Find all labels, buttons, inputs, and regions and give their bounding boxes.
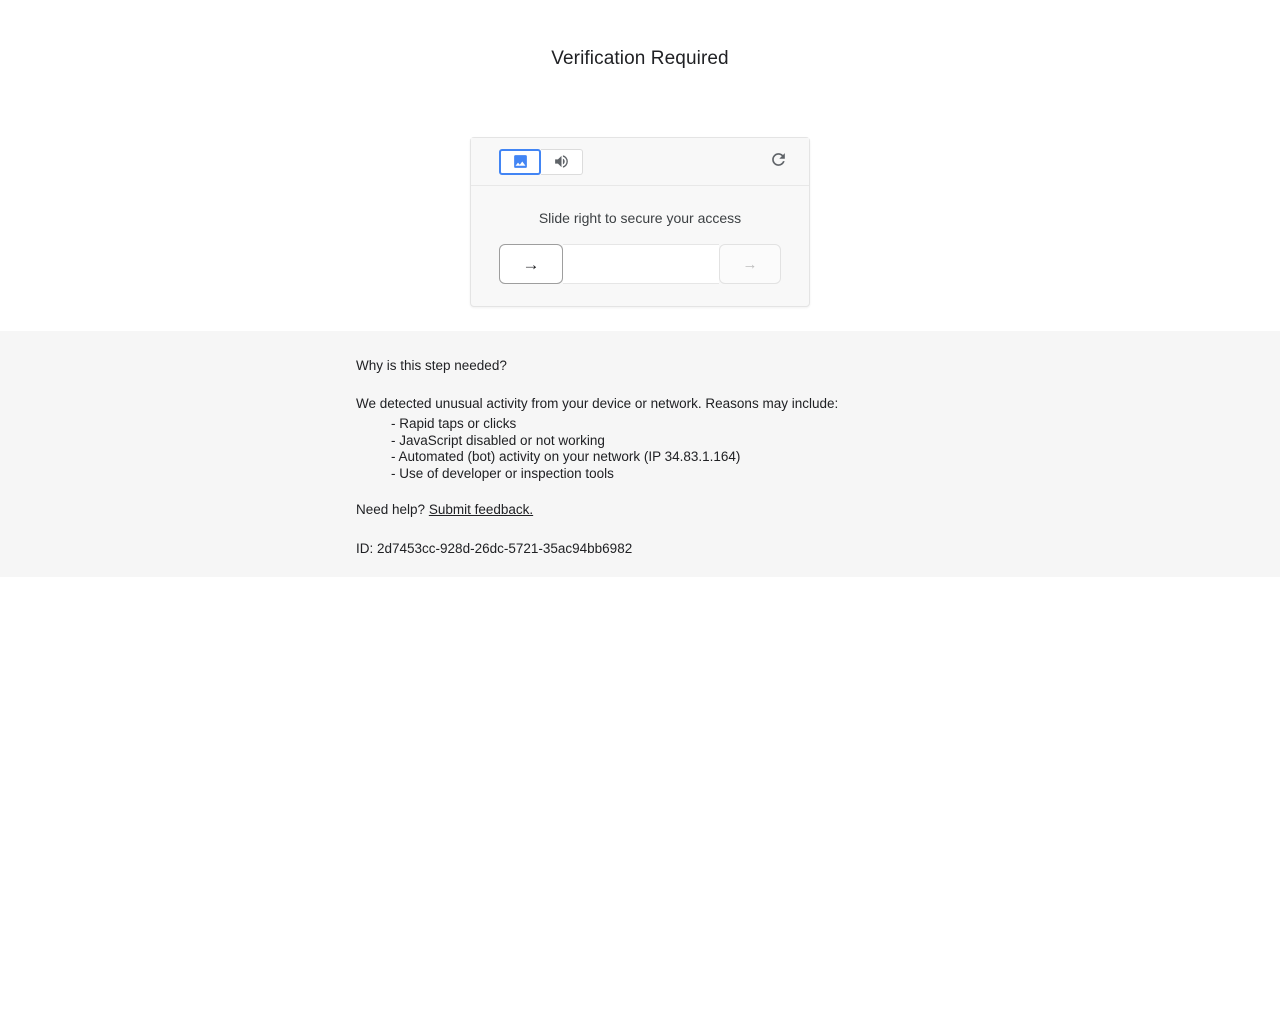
list-item: - Automated (bot) activity on your network (IP 34.83.1.164) <box>391 449 741 465</box>
verification-id: ID: 2d7453cc-928d-26dc-5721-35ac94bb6982 <box>356 540 633 556</box>
help-prefix: Need help? <box>356 502 426 518</box>
slider-row <box>471 244 809 284</box>
help-line <box>356 502 1216 518</box>
list-item: - JavaScript disabled or not working <box>391 432 605 448</box>
page-title: Verification Required <box>551 48 729 69</box>
info-lead-text: We detected unusual activity from your device or network. Reasons may include: <box>356 396 839 412</box>
image-icon <box>512 153 529 170</box>
arrow-right-icon: → <box>522 254 540 274</box>
refresh-icon <box>769 150 788 174</box>
captcha-instruction: Slide right to secure your access <box>538 210 742 226</box>
slider-handle[interactable] <box>499 244 563 284</box>
captcha-mode-image-button[interactable] <box>499 149 541 175</box>
captcha-mode-audio-button[interactable] <box>541 149 583 175</box>
slider-target <box>719 244 781 284</box>
slider-track[interactable] <box>563 244 719 284</box>
info-panel <box>0 331 1280 577</box>
list-item: - Rapid taps or clicks <box>391 416 517 432</box>
info-content <box>356 358 1216 557</box>
reason-list <box>356 416 1216 482</box>
captcha-widget <box>470 137 810 307</box>
info-question: Why is this step needed? <box>356 358 507 373</box>
arrow-right-icon: → <box>742 255 758 273</box>
speaker-icon <box>553 153 570 170</box>
captcha-toolbar <box>471 138 809 186</box>
captcha-refresh-button[interactable] <box>765 149 791 175</box>
captcha-mode-group <box>499 149 583 175</box>
submit-feedback-link[interactable]: Submit feedback. <box>428 502 534 518</box>
list-item: - Use of developer or inspection tools <box>391 465 614 481</box>
captcha-body <box>471 186 809 306</box>
